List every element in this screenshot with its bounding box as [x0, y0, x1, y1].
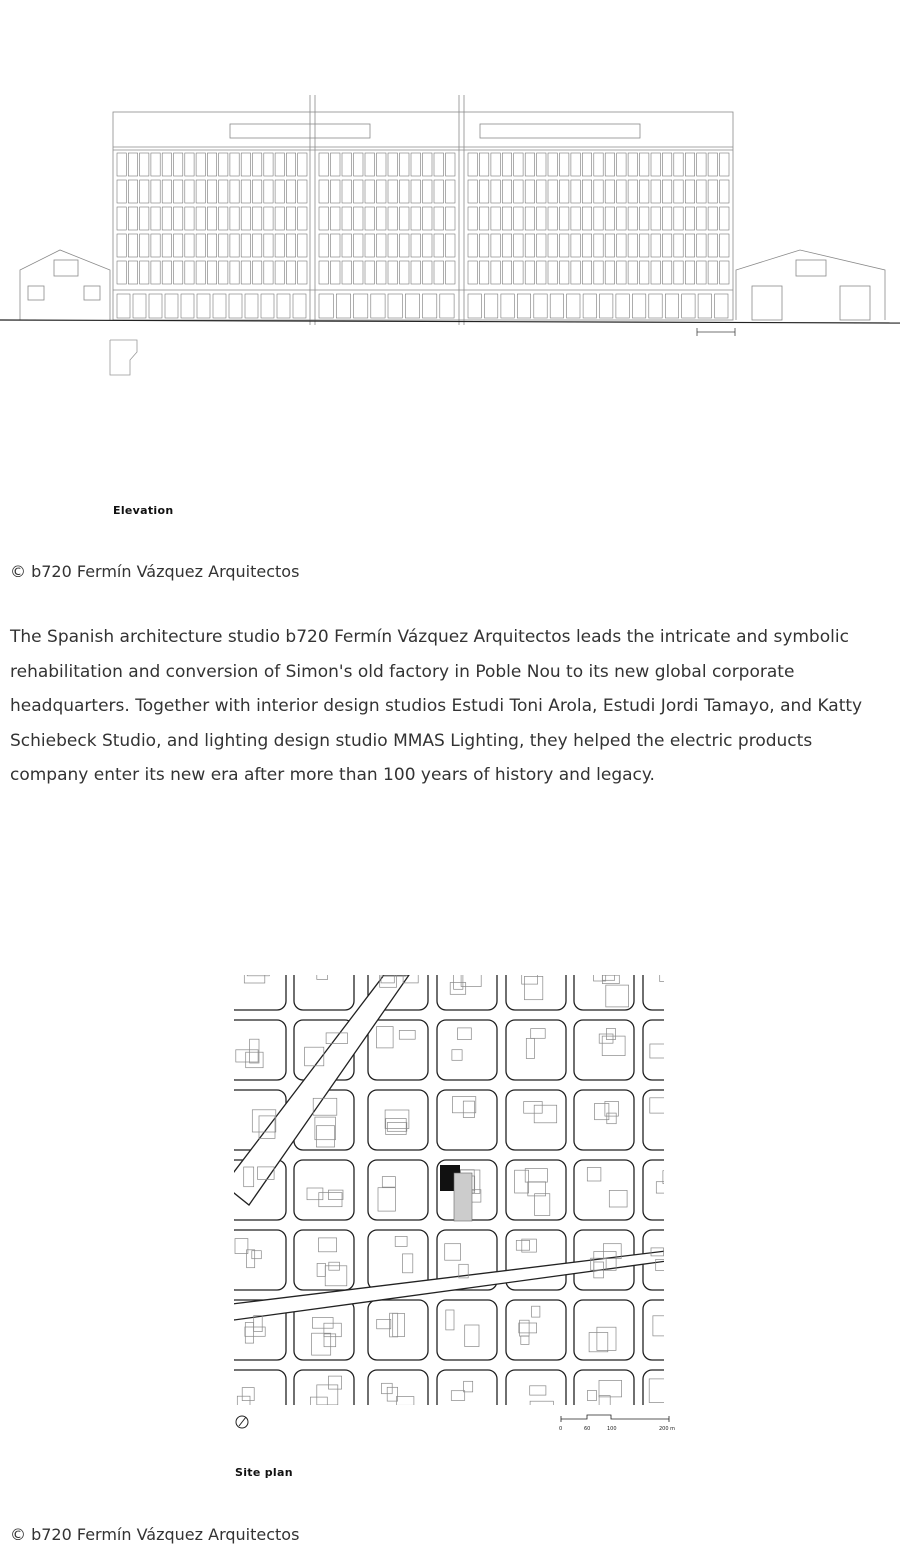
elevation-credit: © b720 Fermín Vázquez Arquitectos: [10, 562, 300, 581]
article-paragraph: The Spanish architecture studio b720 Fermín Vázquez Arquitectos leads the intricate and symbolic rehabilitation and conversion of Simon's old factory in Poble Nou to its new global corporate headquarters. Together with interior design studios Estudi Toni Arola, Estudi Jordi Tamayo, and Katty Schiebeck Studio, and lighting design studio MMAS Lighting, they helped the electric products company enter its new era after more than 100 years of history and legacy.: [10, 627, 863, 785]
scale-label-60: 60: [584, 1426, 591, 1432]
scale-label-200: 200 m: [659, 1426, 676, 1432]
site-plan-credit: © b720 Fermín Vázquez Arquitectos: [10, 1525, 300, 1544]
site-plan-drawing: [234, 975, 684, 1435]
elevation-drawing: [0, 90, 900, 390]
site-plan-caption: Site plan: [235, 1466, 293, 1479]
elevation-caption: Elevation: [113, 504, 174, 517]
scale-label-0: 0: [559, 1426, 563, 1432]
scale-label-100: 100: [607, 1426, 617, 1432]
